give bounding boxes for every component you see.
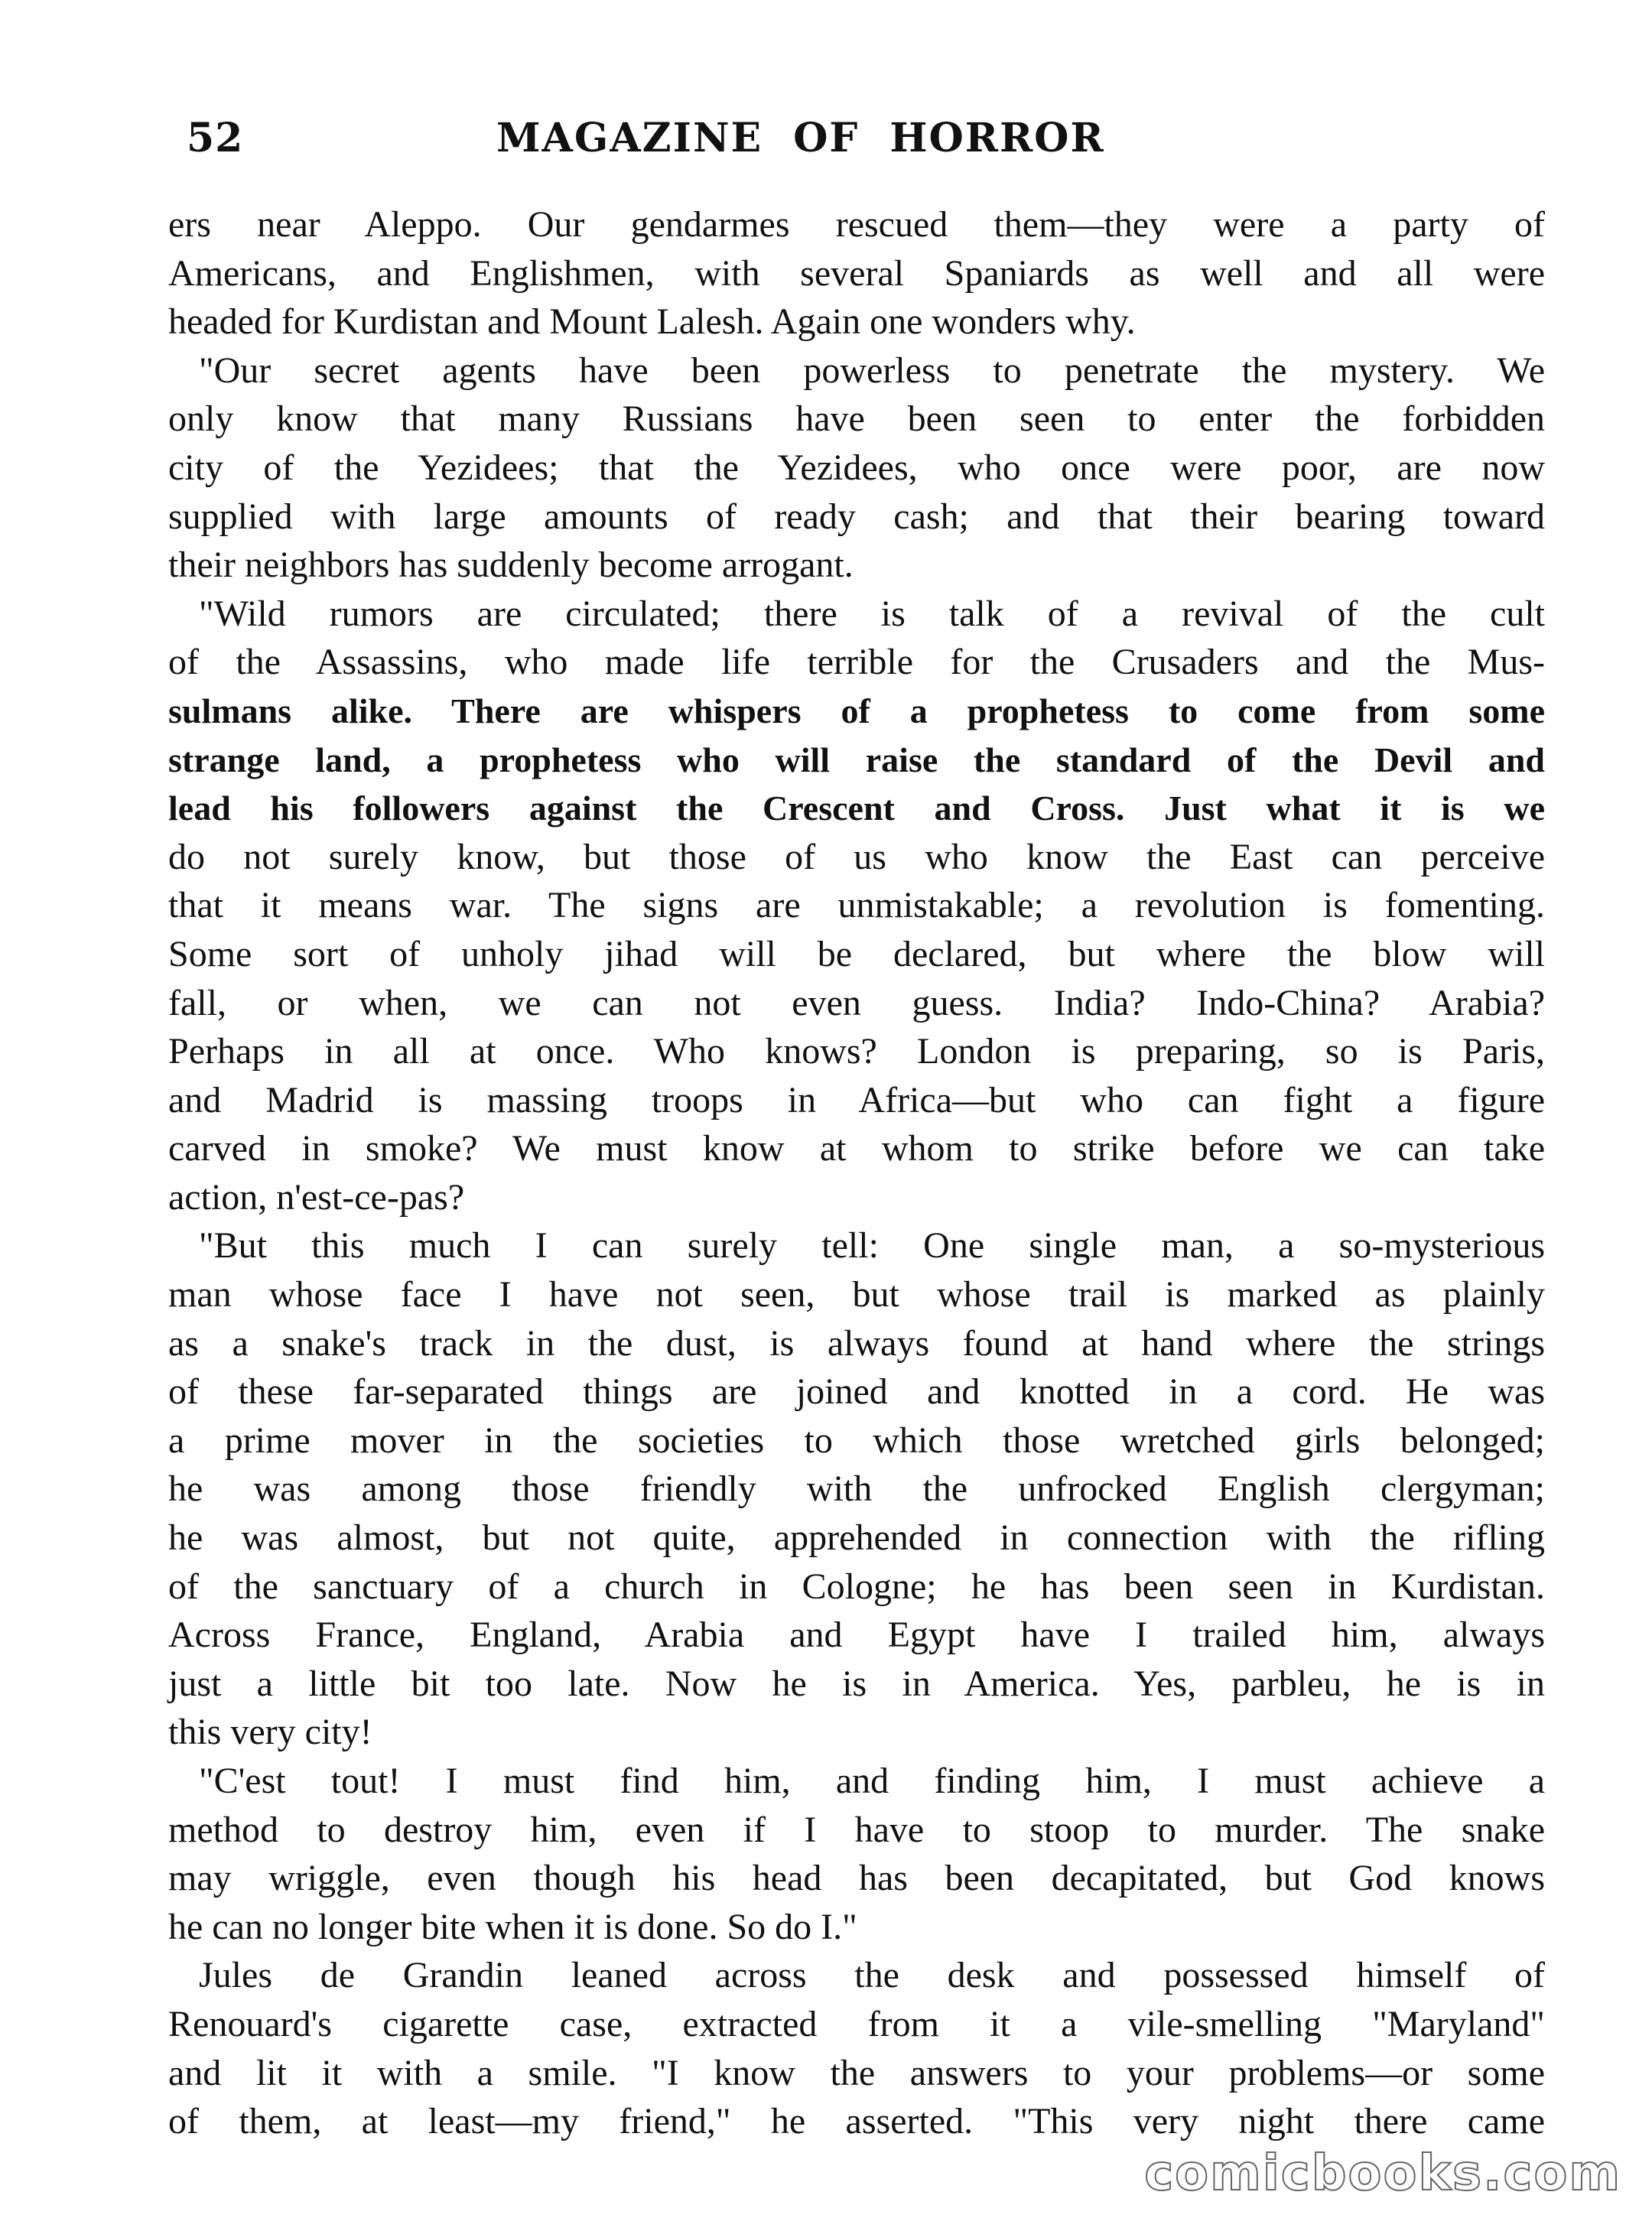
text-line: he can no longer bite when it is done. So do I." xyxy=(168,1906,857,1947)
running-title xyxy=(496,115,1105,161)
text-line: method to destroy him, even if I have to stoop to murder. The snake xyxy=(168,1809,1545,1850)
text-line: "But this much I can surely tell: One single man, a so-mysterious xyxy=(199,1225,1545,1267)
text-line: as a snake's track in the dust, is always found at hand where the strings xyxy=(168,1322,1545,1364)
text-line: of these far-separated things are joined and knotted in a cord. He was xyxy=(168,1371,1545,1413)
text-line: that it means war. The signs are unmistakable; a revolution is fomenting. xyxy=(168,885,1545,926)
text-line: strange land, a prophetess who will raise the standard of the Devil and xyxy=(168,740,1545,779)
text-line: fall, or when, we can not even guess. India? Indo-China? Arabia? xyxy=(168,982,1545,1023)
text-line: "Our secret agents have been powerless to penetrate the mystery. We xyxy=(199,350,1545,391)
text-line: Jules de Grandin leaned across the desk and possessed himself of xyxy=(199,1955,1545,1996)
text-line: ers near Aleppo. Our gendarmes rescued them—they were a party of xyxy=(168,204,1545,245)
text-line: of them, at least—my friend," he asserted. "This very night there came xyxy=(168,2101,1545,2142)
text-line: "Wild rumors are circulated; there is talk of a revival of the cult xyxy=(199,593,1545,634)
text-line: headed for Kurdistan and Mount Lalesh. Again one wonders why. xyxy=(168,301,1136,343)
page-header xyxy=(187,115,1548,176)
text-line: may wriggle, even though his head has been decapitated, but God knows xyxy=(168,1858,1545,1899)
text-line: carved in smoke? We must know at whom to strike before we can take xyxy=(168,1128,1545,1169)
watermark: comicbooks.com xyxy=(1144,2145,1621,2202)
text-line: Some sort of unholy jihad will be declared, but where the blow will xyxy=(168,933,1545,974)
text-line: this very city! xyxy=(168,1712,372,1753)
text-line: do not surely know, but those of us who know the East can perceive xyxy=(168,836,1545,877)
text-line: just a little bit too late. Now he is in America. Yes, parbleu, he is in xyxy=(168,1663,1545,1704)
text-line: lead his followers against the Crescent and Cross. Just what it is we xyxy=(168,789,1545,828)
page-number: 52 xyxy=(187,115,244,161)
text-line: action, n'est-ce-pas? xyxy=(168,1176,465,1218)
text-line: supplied with large amounts of ready cash; and that their bearing toward xyxy=(168,496,1545,537)
running-title-word: MAGAZINE xyxy=(496,115,763,161)
text-line: of the sanctuary of a church in Cologne; he has been seen in Kurdistan. xyxy=(168,1566,1545,1607)
text-line: man whose face I have not seen, but whose trail is marked as plainly xyxy=(168,1274,1545,1316)
text-line: Renouard's cigarette case, extracted from it a vile-smelling "Maryland" xyxy=(168,2003,1545,2044)
running-title-word: OF xyxy=(793,115,860,161)
text-line: sulmans alike. There are whispers of a prophetess to come from some xyxy=(168,691,1545,730)
text-line: Across France, England, Arabia and Egypt have I trailed him, always xyxy=(168,1615,1545,1656)
text-line: and lit it with a smile. "I know the answers to your problems—or some xyxy=(168,2052,1545,2093)
running-title-word: HORROR xyxy=(889,115,1105,161)
text-line: of the Assassins, who made life terrible for the Crusaders and the Mus- xyxy=(168,642,1545,683)
body-text xyxy=(168,200,1545,2146)
text-line: he was among those friendly with the unfrocked English clergyman; xyxy=(168,1468,1545,1510)
text-line: and Madrid is massing troops in Africa—but who can fight a figure xyxy=(168,1079,1545,1120)
text-line: a prime mover in the societies to which those wretched girls belonged; xyxy=(168,1420,1545,1461)
text-line: only know that many Russians have been seen to enter the forbidden xyxy=(168,398,1545,440)
text-line: "C'est tout! I must find him, and finding him, I must achieve a xyxy=(199,1761,1545,1801)
text-line: Perhaps in all at once. Who knows? London is preparing, so is Paris, xyxy=(168,1031,1545,1072)
text-line: he was almost, but not quite, apprehended in connection with the rifling xyxy=(168,1517,1545,1559)
text-line: Americans, and Englishmen, with several Spaniards as well and all were xyxy=(168,252,1545,294)
text-line: city of the Yezidees; that the Yezidees, who once were poor, are now xyxy=(168,447,1545,488)
text-line: their neighbors has suddenly become arrogant. xyxy=(168,545,854,586)
